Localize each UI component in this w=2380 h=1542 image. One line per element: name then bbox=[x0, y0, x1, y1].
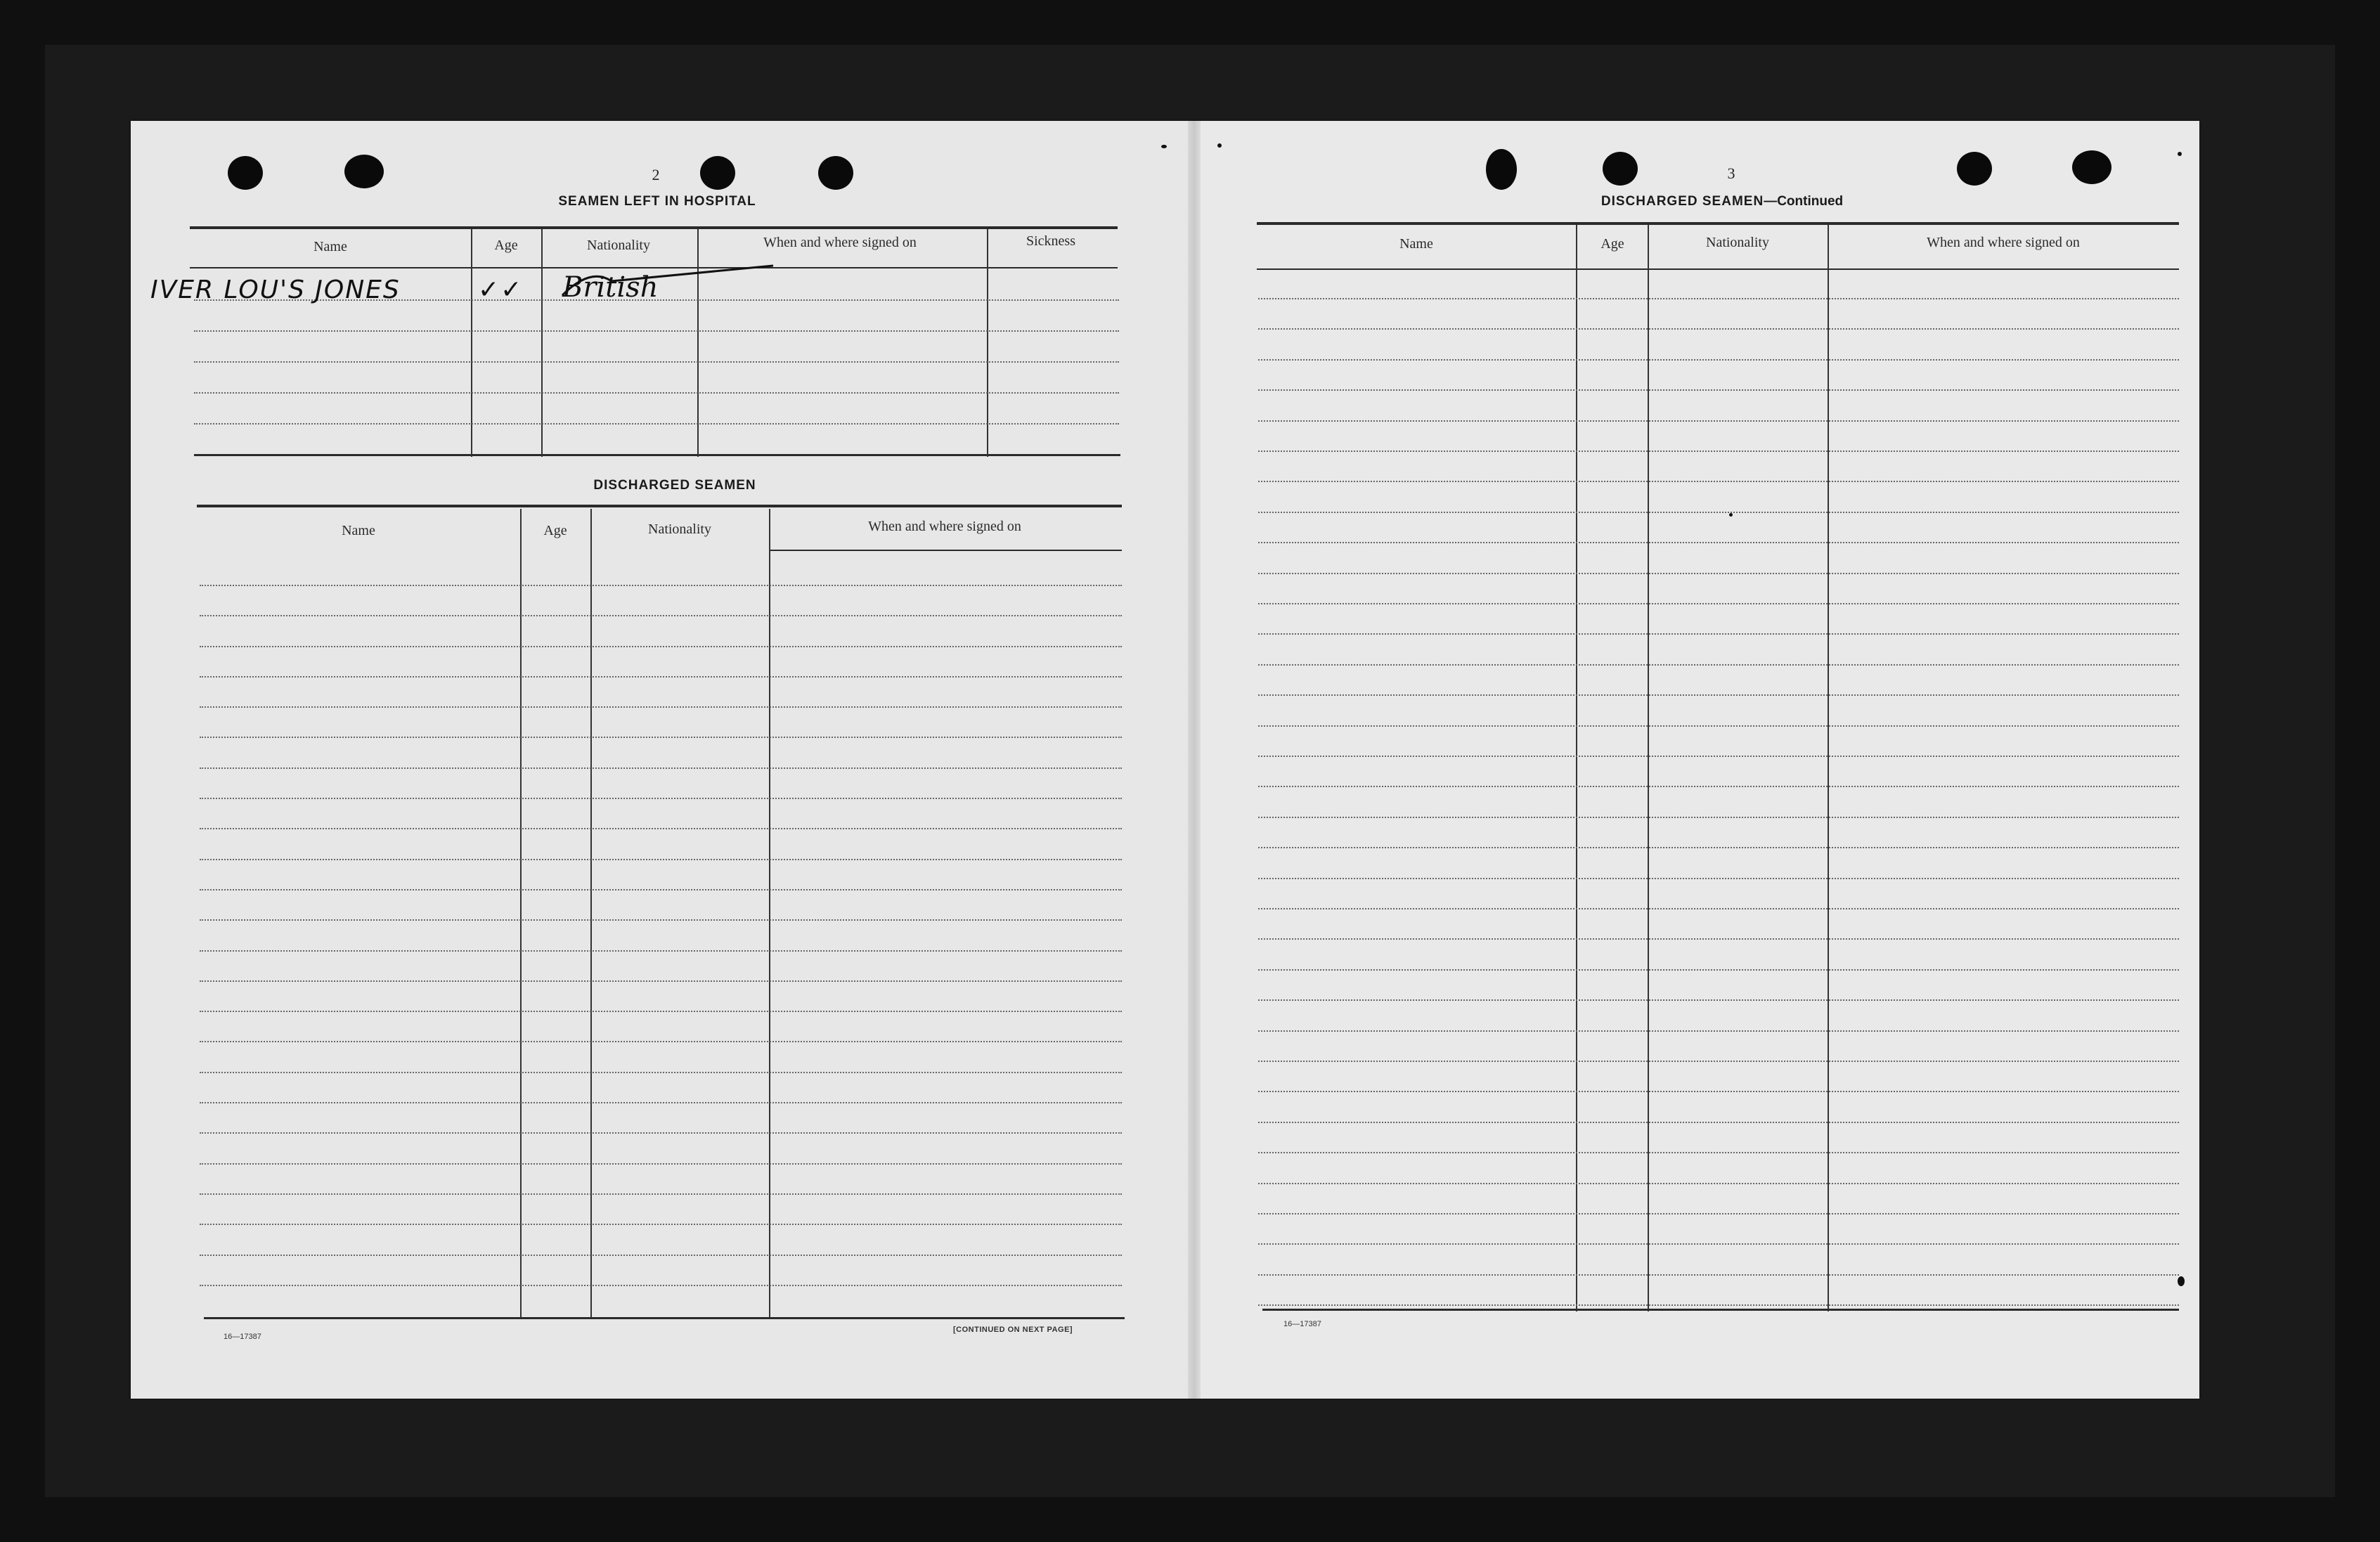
row-line bbox=[200, 1072, 1122, 1073]
punch-hole bbox=[1957, 152, 1992, 186]
speck bbox=[2178, 152, 2182, 156]
left-page bbox=[131, 121, 1194, 1399]
row-line bbox=[200, 1255, 1122, 1256]
row-line bbox=[1258, 908, 2179, 909]
row-line bbox=[1258, 451, 2179, 452]
row-line bbox=[200, 980, 1122, 982]
row-line bbox=[200, 1102, 1122, 1103]
hospital-entry-nationality: British bbox=[562, 271, 659, 304]
hospital-col-signed-on: When and where signed on bbox=[763, 235, 917, 250]
right-bottom-rule bbox=[1262, 1309, 2179, 1311]
right-section-title bbox=[1476, 194, 1968, 209]
punch-hole bbox=[228, 156, 263, 190]
row-line bbox=[1258, 512, 2179, 513]
row-line bbox=[200, 1285, 1122, 1286]
row-line bbox=[200, 1163, 1122, 1165]
row-line bbox=[1258, 969, 2179, 971]
row-line bbox=[1258, 1213, 2179, 1214]
right-col-nationality: Nationality bbox=[1706, 235, 1769, 250]
row-line bbox=[1258, 878, 2179, 879]
row-line bbox=[1258, 1274, 2179, 1276]
speck bbox=[1217, 143, 1222, 148]
row-line bbox=[1258, 633, 2179, 635]
row-line bbox=[1258, 786, 2179, 787]
discharged-col-signed-on: When and where signed on bbox=[868, 519, 1021, 534]
row-line bbox=[200, 706, 1122, 708]
punch-hole bbox=[700, 156, 735, 190]
form-number: 16—17387 bbox=[224, 1333, 261, 1341]
discharged-col-name: Name bbox=[342, 523, 375, 538]
hospital-bottom-rule bbox=[194, 454, 1120, 456]
row-line bbox=[200, 1132, 1122, 1134]
hospital-row-line bbox=[194, 330, 1119, 332]
row-line bbox=[1258, 603, 2179, 604]
speck bbox=[2178, 1276, 2185, 1286]
hospital-row-line bbox=[194, 392, 1119, 394]
row-line bbox=[1258, 420, 2179, 422]
row-line bbox=[1258, 664, 2179, 666]
row-line bbox=[1258, 756, 2179, 757]
punch-hole bbox=[1603, 152, 1638, 186]
hospital-entry-age-mark: ✓✓ bbox=[478, 276, 524, 304]
row-line bbox=[200, 919, 1122, 921]
row-line bbox=[1258, 938, 2179, 940]
discharged-header-rule bbox=[769, 550, 1122, 551]
speck bbox=[1729, 513, 1733, 517]
hospital-col-name: Name bbox=[313, 239, 347, 254]
row-line bbox=[1258, 1122, 2179, 1123]
row-line bbox=[1258, 359, 2179, 361]
row-line bbox=[1258, 847, 2179, 848]
discharged-divider bbox=[590, 509, 592, 1317]
row-line bbox=[200, 737, 1122, 738]
page-number: 3 bbox=[1727, 164, 1735, 182]
hospital-col-nationality: Nationality bbox=[587, 238, 650, 253]
row-line bbox=[200, 950, 1122, 952]
right-header-rule bbox=[1257, 268, 2179, 270]
discharged-section-title: DISCHARGED SEAMEN bbox=[593, 478, 756, 493]
row-line bbox=[200, 1224, 1122, 1225]
row-line bbox=[1258, 817, 2179, 818]
row-line bbox=[1258, 573, 2179, 574]
row-line bbox=[1258, 481, 2179, 482]
discharged-bottom-rule bbox=[204, 1317, 1125, 1319]
right-col-age: Age bbox=[1600, 236, 1624, 252]
row-line bbox=[200, 615, 1122, 616]
row-line bbox=[1258, 1243, 2179, 1245]
hospital-col-sickness: Sickness bbox=[1026, 233, 1075, 249]
punch-hole bbox=[344, 155, 384, 188]
row-line bbox=[1258, 1304, 2179, 1306]
row-line bbox=[200, 767, 1122, 769]
handwriting-stroke bbox=[548, 260, 787, 309]
punch-hole bbox=[818, 156, 853, 190]
form-number: 16—17387 bbox=[1283, 1320, 1321, 1328]
row-line bbox=[1258, 1091, 2179, 1092]
row-line bbox=[1258, 542, 2179, 543]
row-line bbox=[1258, 1152, 2179, 1153]
discharged-col-age: Age bbox=[543, 523, 567, 538]
row-line bbox=[1258, 298, 2179, 299]
right-section-title-bold: DISCHARGED SEAMEN bbox=[1600, 194, 1764, 209]
right-col-name: Name bbox=[1399, 236, 1433, 252]
row-line bbox=[1258, 328, 2179, 330]
right-divider bbox=[1648, 225, 1649, 1311]
hospital-entry-name: IVER LOU'S JONES bbox=[150, 276, 401, 304]
row-line bbox=[1258, 999, 2179, 1001]
right-page bbox=[1194, 121, 2199, 1399]
row-line bbox=[200, 1011, 1122, 1012]
hospital-top-rule bbox=[190, 226, 1118, 229]
discharged-top-rule bbox=[197, 505, 1122, 507]
punch-hole bbox=[2072, 150, 2111, 184]
row-line bbox=[1258, 389, 2179, 391]
right-divider bbox=[1828, 225, 1829, 1311]
row-line bbox=[1258, 1030, 2179, 1032]
punch-hole bbox=[1486, 149, 1517, 190]
row-line bbox=[200, 798, 1122, 799]
row-line bbox=[200, 646, 1122, 647]
row-line bbox=[1258, 725, 2179, 727]
discharged-col-nationality: Nationality bbox=[648, 521, 711, 537]
row-line bbox=[200, 1193, 1122, 1195]
discharged-divider bbox=[520, 509, 522, 1317]
row-line bbox=[200, 676, 1122, 678]
continued-note: [CONTINUED ON NEXT PAGE] bbox=[953, 1326, 1073, 1334]
speck bbox=[1161, 145, 1167, 148]
hospital-row-line bbox=[194, 423, 1119, 425]
right-divider bbox=[1576, 225, 1577, 1311]
row-line bbox=[1258, 1061, 2179, 1062]
row-line bbox=[200, 889, 1122, 890]
hospital-section-title: SEAMEN LEFT IN HOSPITAL bbox=[558, 194, 756, 209]
row-line bbox=[200, 828, 1122, 829]
discharged-divider bbox=[769, 509, 770, 1317]
right-section-title-suffix: —Continued bbox=[1764, 194, 1844, 209]
right-col-signed-on: When and where signed on bbox=[1927, 235, 2080, 250]
hospital-col-age: Age bbox=[494, 238, 518, 253]
row-line bbox=[200, 1041, 1122, 1042]
row-line bbox=[200, 859, 1122, 860]
row-line bbox=[1258, 1183, 2179, 1184]
page-number: 2 bbox=[652, 166, 660, 183]
right-top-rule bbox=[1257, 222, 2179, 225]
hospital-row-line bbox=[194, 361, 1119, 363]
row-line bbox=[200, 585, 1122, 586]
page-gutter bbox=[1188, 121, 1201, 1399]
row-line bbox=[1258, 694, 2179, 696]
